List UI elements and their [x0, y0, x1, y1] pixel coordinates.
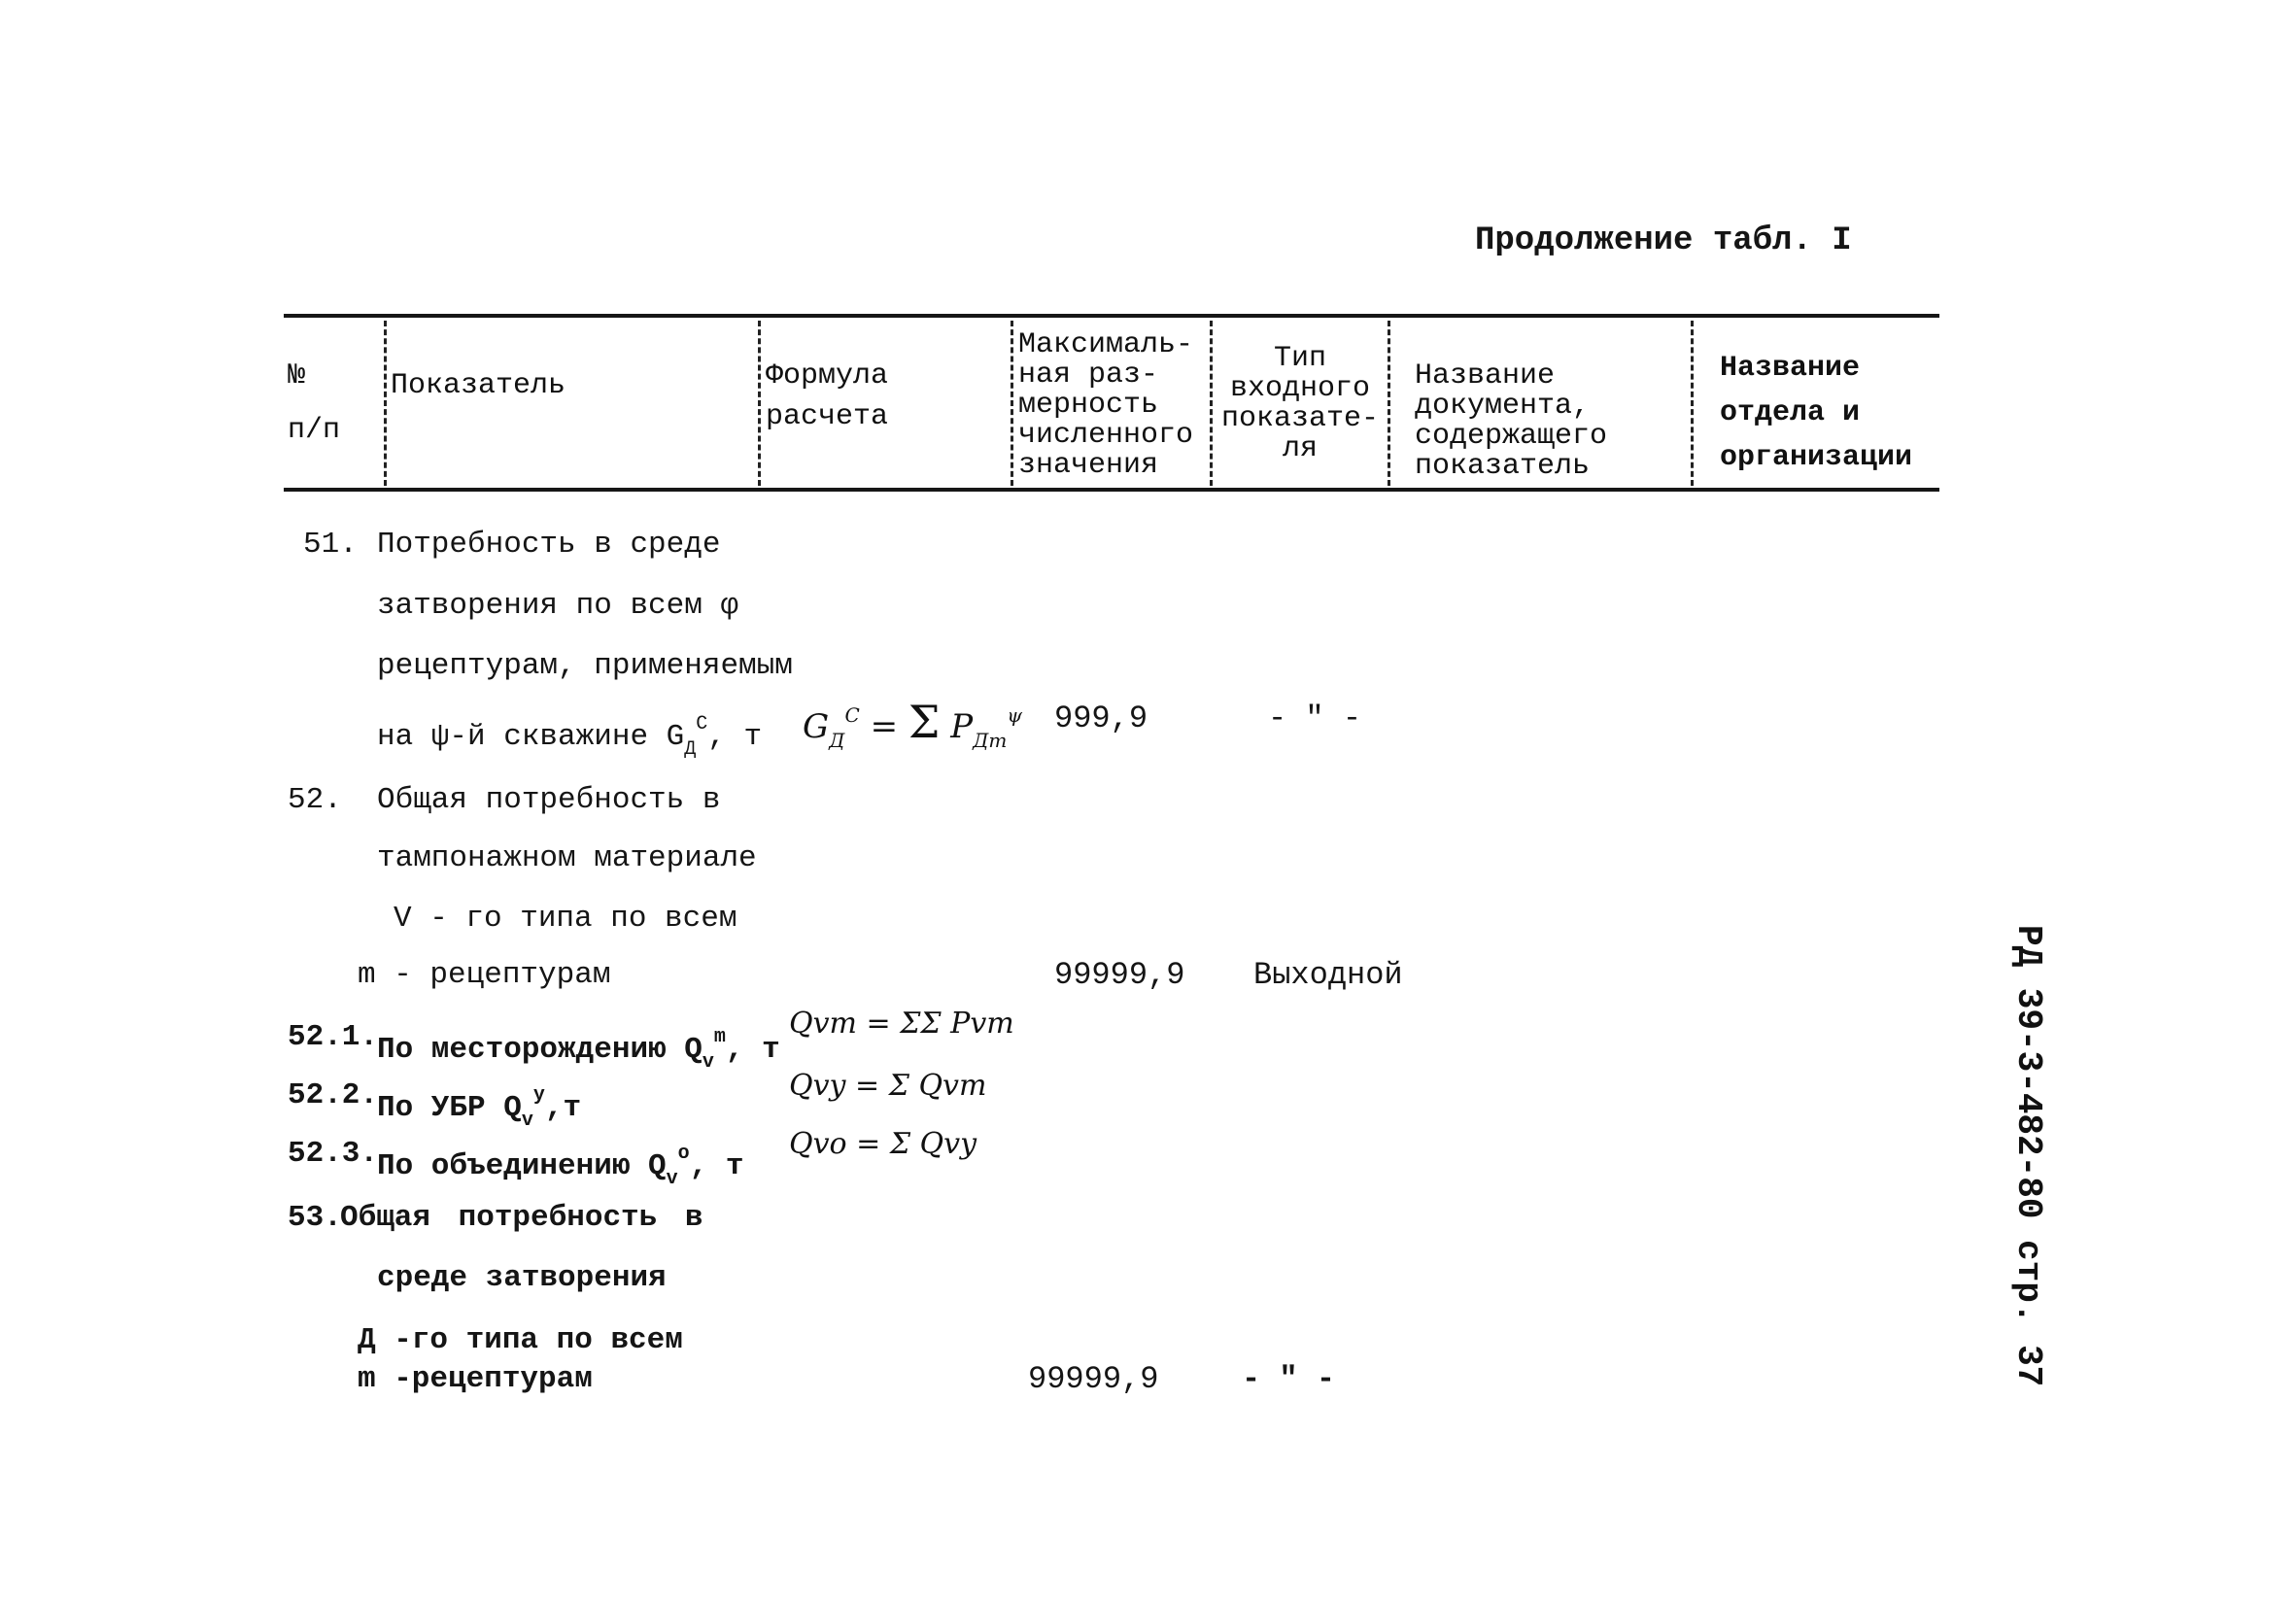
row-52-2-formula: Qvy = Σ Qvm — [789, 1069, 987, 1103]
row-52-3-formula: Qvo = Σ Qvy — [789, 1127, 977, 1161]
row-51-line2: затворения по всем φ — [377, 589, 739, 623]
row-52-1-formula: Qvm = ΣΣ Pvm — [789, 1007, 1014, 1041]
row-53-line1: Общая потребность в — [340, 1201, 703, 1235]
row-52-line1: Общая потребность в — [377, 783, 721, 817]
header-bottom-rule — [284, 488, 1939, 492]
header-max-dimension: Максималь- ная раз- мерность численного значения — [1018, 328, 1194, 482]
row-52-3-number: 52.3. — [288, 1137, 379, 1171]
table-continuation-caption: Продолжение табл. I — [1475, 222, 1852, 259]
row-51-line1: Потребность в среде — [377, 528, 721, 562]
row-52-max-value: 99999,9 — [1054, 957, 1185, 993]
header-formula-line1: Формула — [766, 359, 889, 393]
row-53-max-value: 99999,9 — [1028, 1361, 1159, 1397]
row-51-number: 51. — [303, 528, 358, 562]
row-52-line3: V - го типа по всем — [394, 902, 737, 936]
row-52-1-label: По месторождению $Q_v^m$, т — [377, 1026, 780, 1074]
header-formula-line2: расчета — [766, 400, 889, 433]
column-separator — [1691, 321, 1694, 486]
row-52-line2: тампонажном материале — [377, 841, 757, 875]
row-52-2-label: По УБР $Q_v^y,т$ — [377, 1084, 582, 1132]
column-separator — [758, 321, 761, 486]
row-51-var-subscript: Д — [684, 738, 697, 761]
row-53-number: 53. — [288, 1201, 342, 1235]
row-51-formula: $G_Д^С = \Sigma$ $P_{Дm}^\psi$ — [803, 696, 1023, 752]
row-51-line4: на ψ-й скважине $G_Д^С$, т — [377, 713, 763, 761]
row-51-type: - " - — [1268, 700, 1362, 736]
row-51-line3: рецептурам, применяемым — [377, 649, 793, 683]
row-53-line2: среде затворения — [377, 1261, 667, 1295]
header-number-sign: № — [288, 359, 306, 393]
header-department: Название отдела и организации — [1720, 352, 1913, 474]
row-53-type: - " - — [1242, 1361, 1336, 1397]
header-top-rule — [284, 314, 1939, 318]
row-51-max-value: 999,9 — [1054, 700, 1148, 736]
row-51-var-superscript: С — [696, 713, 708, 735]
header-document-name: Название документа, содержащего показатель — [1415, 359, 1608, 483]
row-52-2-number: 52.2. — [288, 1078, 379, 1112]
column-separator — [384, 321, 387, 486]
column-separator — [1011, 321, 1013, 486]
column-separator — [1210, 321, 1213, 486]
row-52-3-label: По объединению $Q_v^o$, т — [377, 1143, 744, 1190]
column-separator — [1388, 321, 1390, 486]
row-52-1-number: 52.1. — [288, 1020, 379, 1054]
row-52-line4: m - рецептурам — [358, 958, 611, 992]
row-53-line3: Д -го типа по всем — [358, 1323, 683, 1357]
document-side-label: РД 39-3-482-80 стр. 37 — [2008, 925, 2048, 1387]
row-53-line4: m -рецептурам — [358, 1362, 593, 1396]
row-52-type: Выходной — [1253, 957, 1403, 993]
header-indicator: Показатель — [391, 369, 566, 402]
header-number-pp: п/п — [288, 414, 341, 447]
header-input-type: Тип входного показате- ля — [1220, 342, 1380, 465]
row-52-number: 52. — [288, 783, 342, 817]
